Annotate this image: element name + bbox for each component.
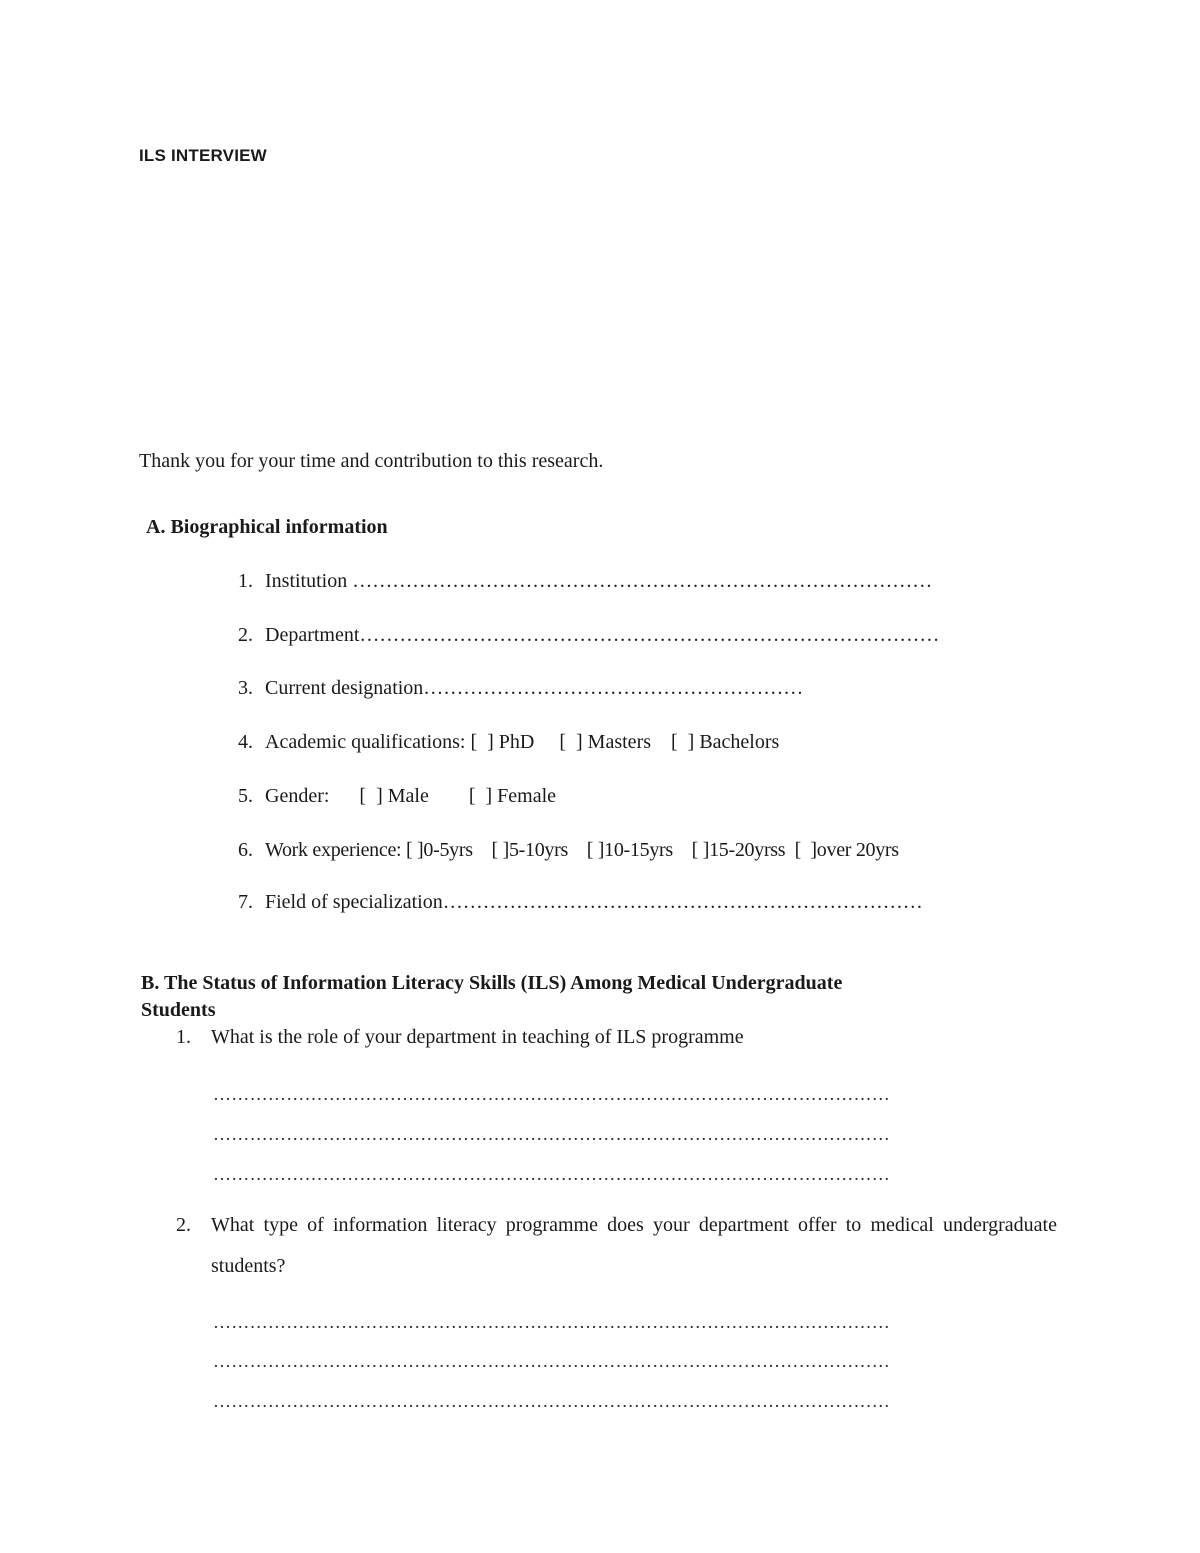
answer-line[interactable]: ………………………………………………………………………………………………… [213, 1124, 891, 1144]
question-number: 2. [176, 1214, 191, 1236]
qualifications-options[interactable]: Academic qualifications: [ ] PhD [ ] Masters [ ] Bachelors [265, 731, 780, 753]
question-1-text: What is the role of your department in teaching of ILS programme [211, 1026, 744, 1048]
answer-line[interactable]: ………………………………………………………………………………………………… [213, 1312, 891, 1332]
list-item-number: 6. [238, 839, 253, 861]
section-b-heading: B. The Status of Information Literacy Skills (ILS) Among Medical Undergraduate [141, 972, 843, 994]
specialization-field[interactable]: Field of specialization……………………………………………………………… [265, 891, 923, 913]
answer-line[interactable]: ………………………………………………………………………………………………… [213, 1351, 891, 1371]
institution-field[interactable]: Institution …………………………………………………………………………… [265, 570, 933, 592]
list-item-number: 3. [238, 677, 253, 699]
list-item-number: 2. [238, 624, 253, 646]
list-item-number: 7. [238, 891, 253, 913]
question-number: 1. [176, 1026, 191, 1048]
section-b-heading-continued: Students [141, 999, 216, 1021]
document-title: ILS INTERVIEW [139, 146, 267, 165]
answer-line[interactable]: ………………………………………………………………………………………………… [213, 1391, 891, 1411]
list-item-number: 4. [238, 731, 253, 753]
designation-field[interactable]: Current designation………………………………………………… [265, 677, 804, 699]
gender-options[interactable]: Gender: [ ] Male [ ] Female [265, 785, 557, 807]
answer-line[interactable]: ………………………………………………………………………………………………… [213, 1084, 891, 1104]
section-a-heading: A. Biographical information [146, 516, 388, 538]
thank-you-text: Thank you for your time and contribution to this research. [139, 450, 604, 472]
answer-line[interactable]: ………………………………………………………………………………………………… [213, 1164, 891, 1184]
list-item-number: 5. [238, 785, 253, 807]
work-experience-options[interactable]: Work experience: [ ]0-5yrs [ ]5-10yrs [ ]10-15yrs [ ]15-20yrss [ ]over 20yrs [265, 839, 899, 861]
list-item-number: 1. [238, 570, 253, 592]
department-field[interactable]: Department…………………………………………………………………………… [265, 624, 940, 646]
question-2-text: What type of information literacy programme does your department offer to medical undergraduate students? [211, 1214, 1057, 1277]
